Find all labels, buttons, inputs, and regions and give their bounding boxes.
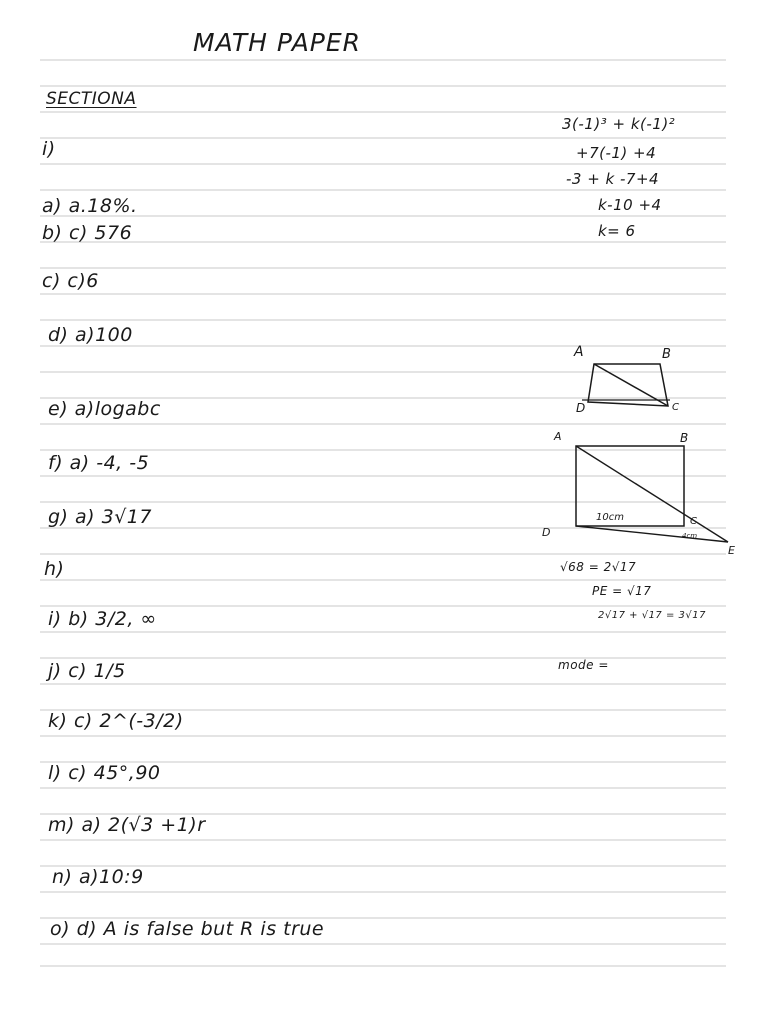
working-line-5: k= 6 [598,222,636,240]
answer-d: d) a)100 [48,324,133,346]
answer-g: g) a) 3√17 [48,506,152,528]
working-line-3: -3 + k -7+4 [566,170,660,188]
working2-line-3: 2√17 + √17 = 3√17 [598,610,706,621]
answer-h: h) [44,558,65,580]
working2-line-2: PE = √17 [592,584,652,598]
diagram1-label-d: D [576,401,586,415]
section-heading: SECTIONA [46,89,137,109]
answer-j: j) c) 1/5 [48,660,126,682]
working-line-4: k-10 +4 [598,196,662,214]
trapezium-diagram [570,340,690,420]
diagram2-label-b: B [680,431,689,445]
diagram1-label-a: A [574,344,584,360]
answer-c: c) c)6 [42,270,99,292]
answer-i2: i) b) 3/2, ∞ [48,608,157,630]
working2-line-4: mode = [558,658,609,672]
working-line-1: 3(-1)³ + k(-1)² [562,115,676,133]
diagram2-label-e: E [728,544,735,557]
answer-l: l) c) 45°,90 [48,762,161,784]
rectangle-diagram [540,424,740,564]
diagram1-label-b: B [662,347,671,362]
answer-i: i) [42,138,56,160]
page-title: MATH PAPER [193,28,362,57]
diagram2-label-4cm: 4cm [682,532,698,540]
answer-f: f) a) -4, -5 [48,452,150,474]
diagram2-label-10cm: 10cm [596,512,624,523]
working2-line-1: √68 = 2√17 [560,560,637,574]
answer-n: n) a)10:9 [52,866,144,888]
answer-a: a) a.18%. [42,195,138,217]
answer-e: e) a)logabc [48,398,161,420]
working-line-2: +7(-1) +4 [576,144,657,162]
diagram2-label-c: C [690,516,697,527]
answer-b: b) c) 576 [42,222,133,244]
diagram2-label-d: D [542,526,551,539]
answer-k: k) c) 2^(-3/2) [48,710,184,732]
diagram1-label-c: C [672,402,679,413]
diagram2-label-a: A [554,430,562,443]
answer-o: o) d) A is false but R is true [50,918,325,940]
answer-m: m) a) 2(√3 +1)r [48,814,206,836]
